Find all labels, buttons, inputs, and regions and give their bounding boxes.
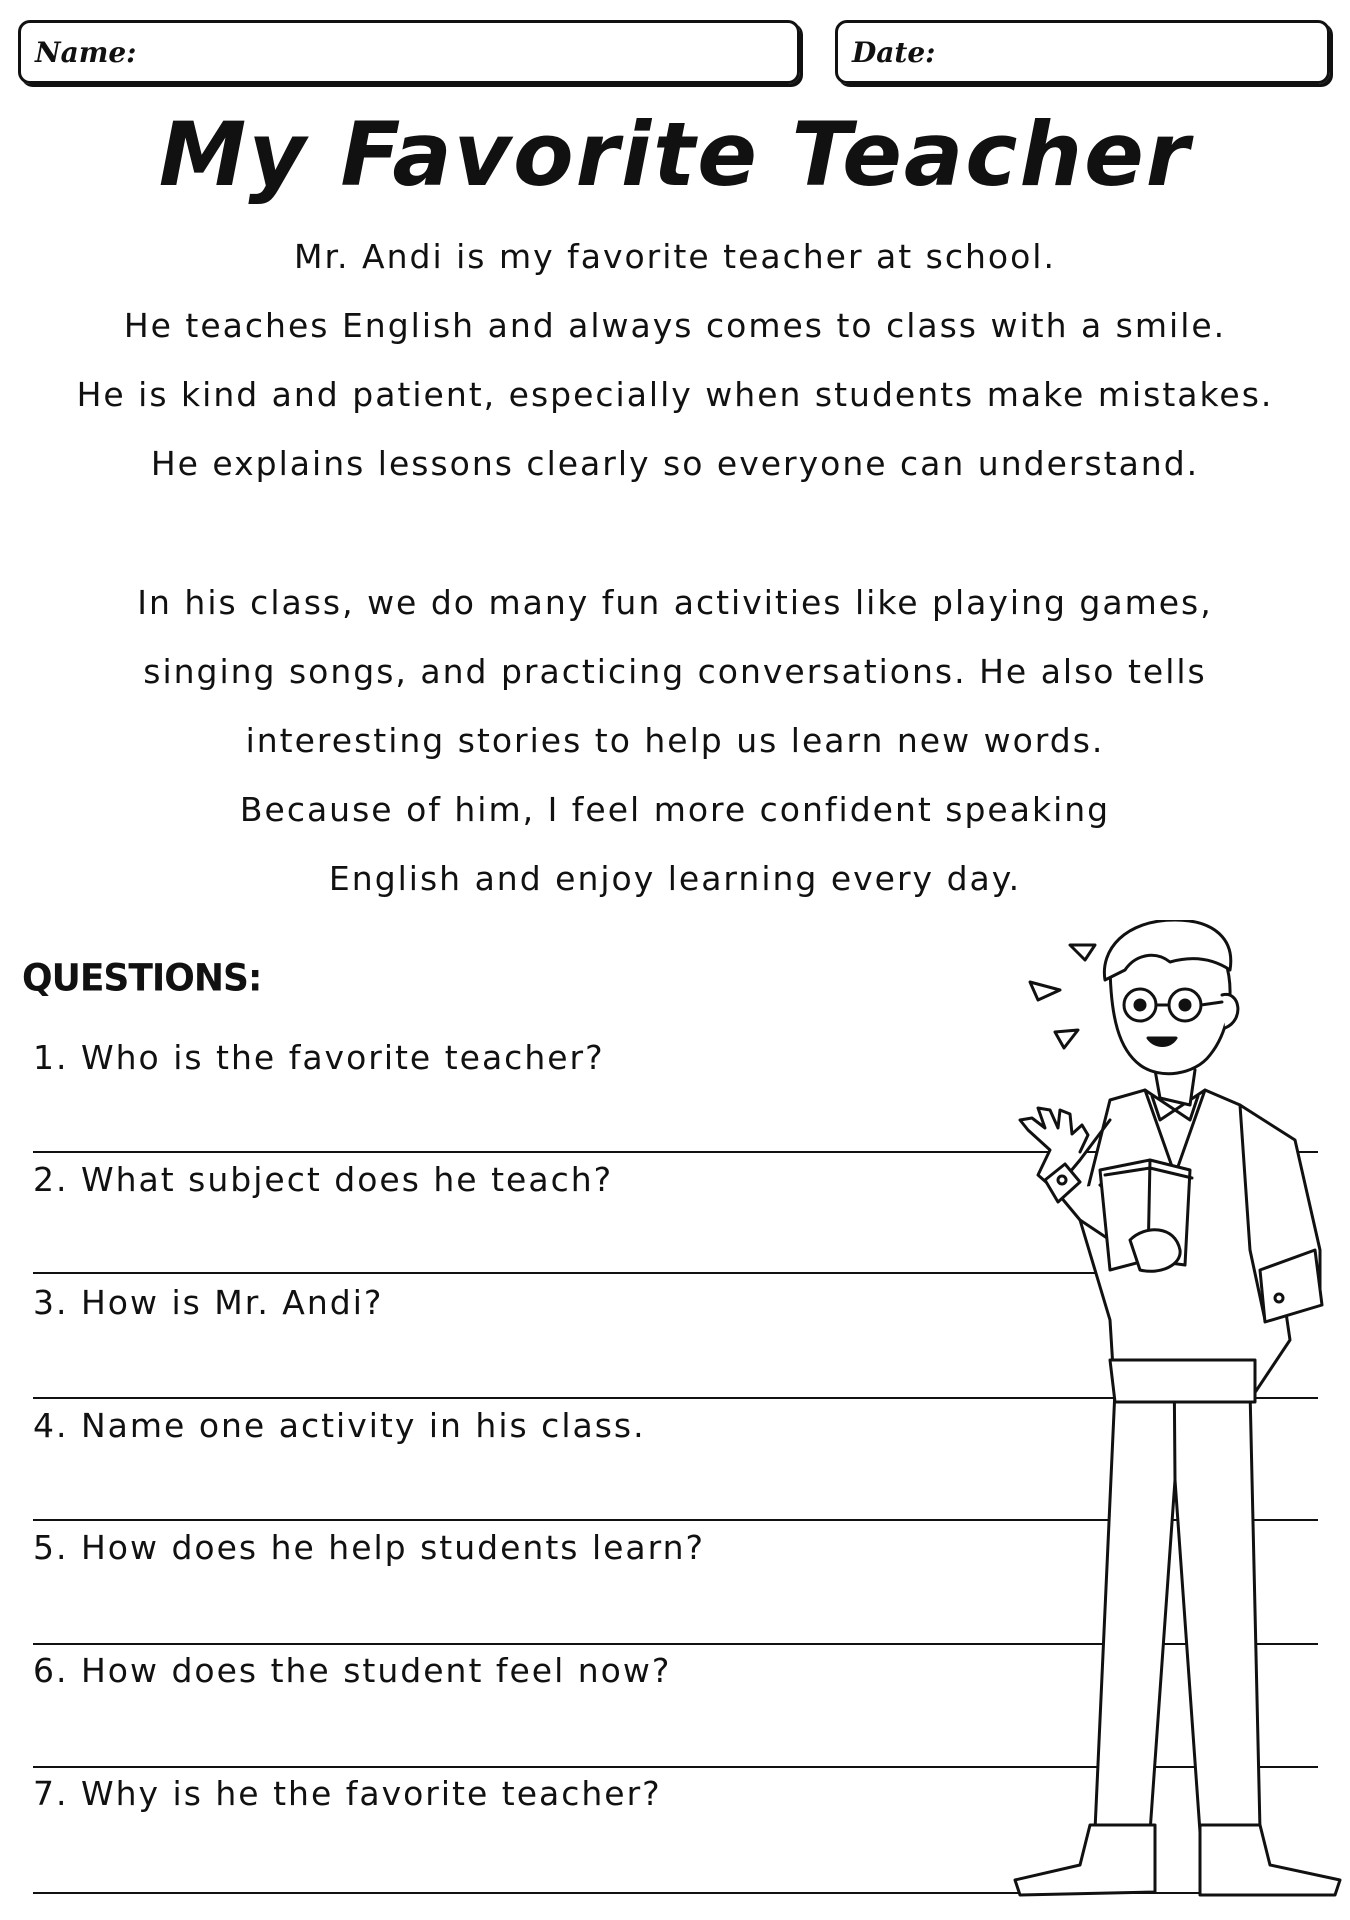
page-title: My Favorite Teacher [158,103,1192,206]
passage-line: Mr. Andi is my favorite teacher at school. [294,237,1056,276]
passage-line: Because of him, I feel more confident speaking [239,790,1111,829]
passage-line: English and enjoy learning every day. [328,859,1022,898]
passage-paragraph-2 [0,568,1350,913]
question-5: 5. How does he help students learn? [33,1528,706,1567]
passage-paragraph-1 [0,222,1350,498]
passage-line: In his class, we do many fun activities like playing games, [137,583,1213,622]
passage-line: He explains lessons clearly so everyone can understand. [150,444,1200,483]
passage-line: interesting stories to help us learn new words. [245,721,1105,760]
teacher-holding-book-icon [960,920,1350,1920]
date-label: Date: [852,35,936,69]
question-6: 6. How does the student feel now? [33,1651,672,1690]
passage-line: He teaches English and always comes to class with a smile. [123,306,1227,345]
date-field[interactable] [835,20,1330,84]
questions-heading: QUESTIONS: [22,956,262,1001]
passage-line: He is kind and patient, especially when students make mistakes. [76,375,1274,414]
question-4: 4. Name one activity in his class. [33,1406,646,1445]
passage-line: singing songs, and practicing conversations. He also tells [143,652,1207,691]
question-7: 7. Why is he the favorite teacher? [33,1774,662,1813]
name-label: Name: [35,35,137,69]
question-2: 2. What subject does he teach? [33,1160,614,1199]
question-3: 3. How is Mr. Andi? [33,1283,384,1322]
question-1: 1. Who is the favorite teacher? [33,1038,605,1077]
name-field[interactable] [18,20,800,84]
